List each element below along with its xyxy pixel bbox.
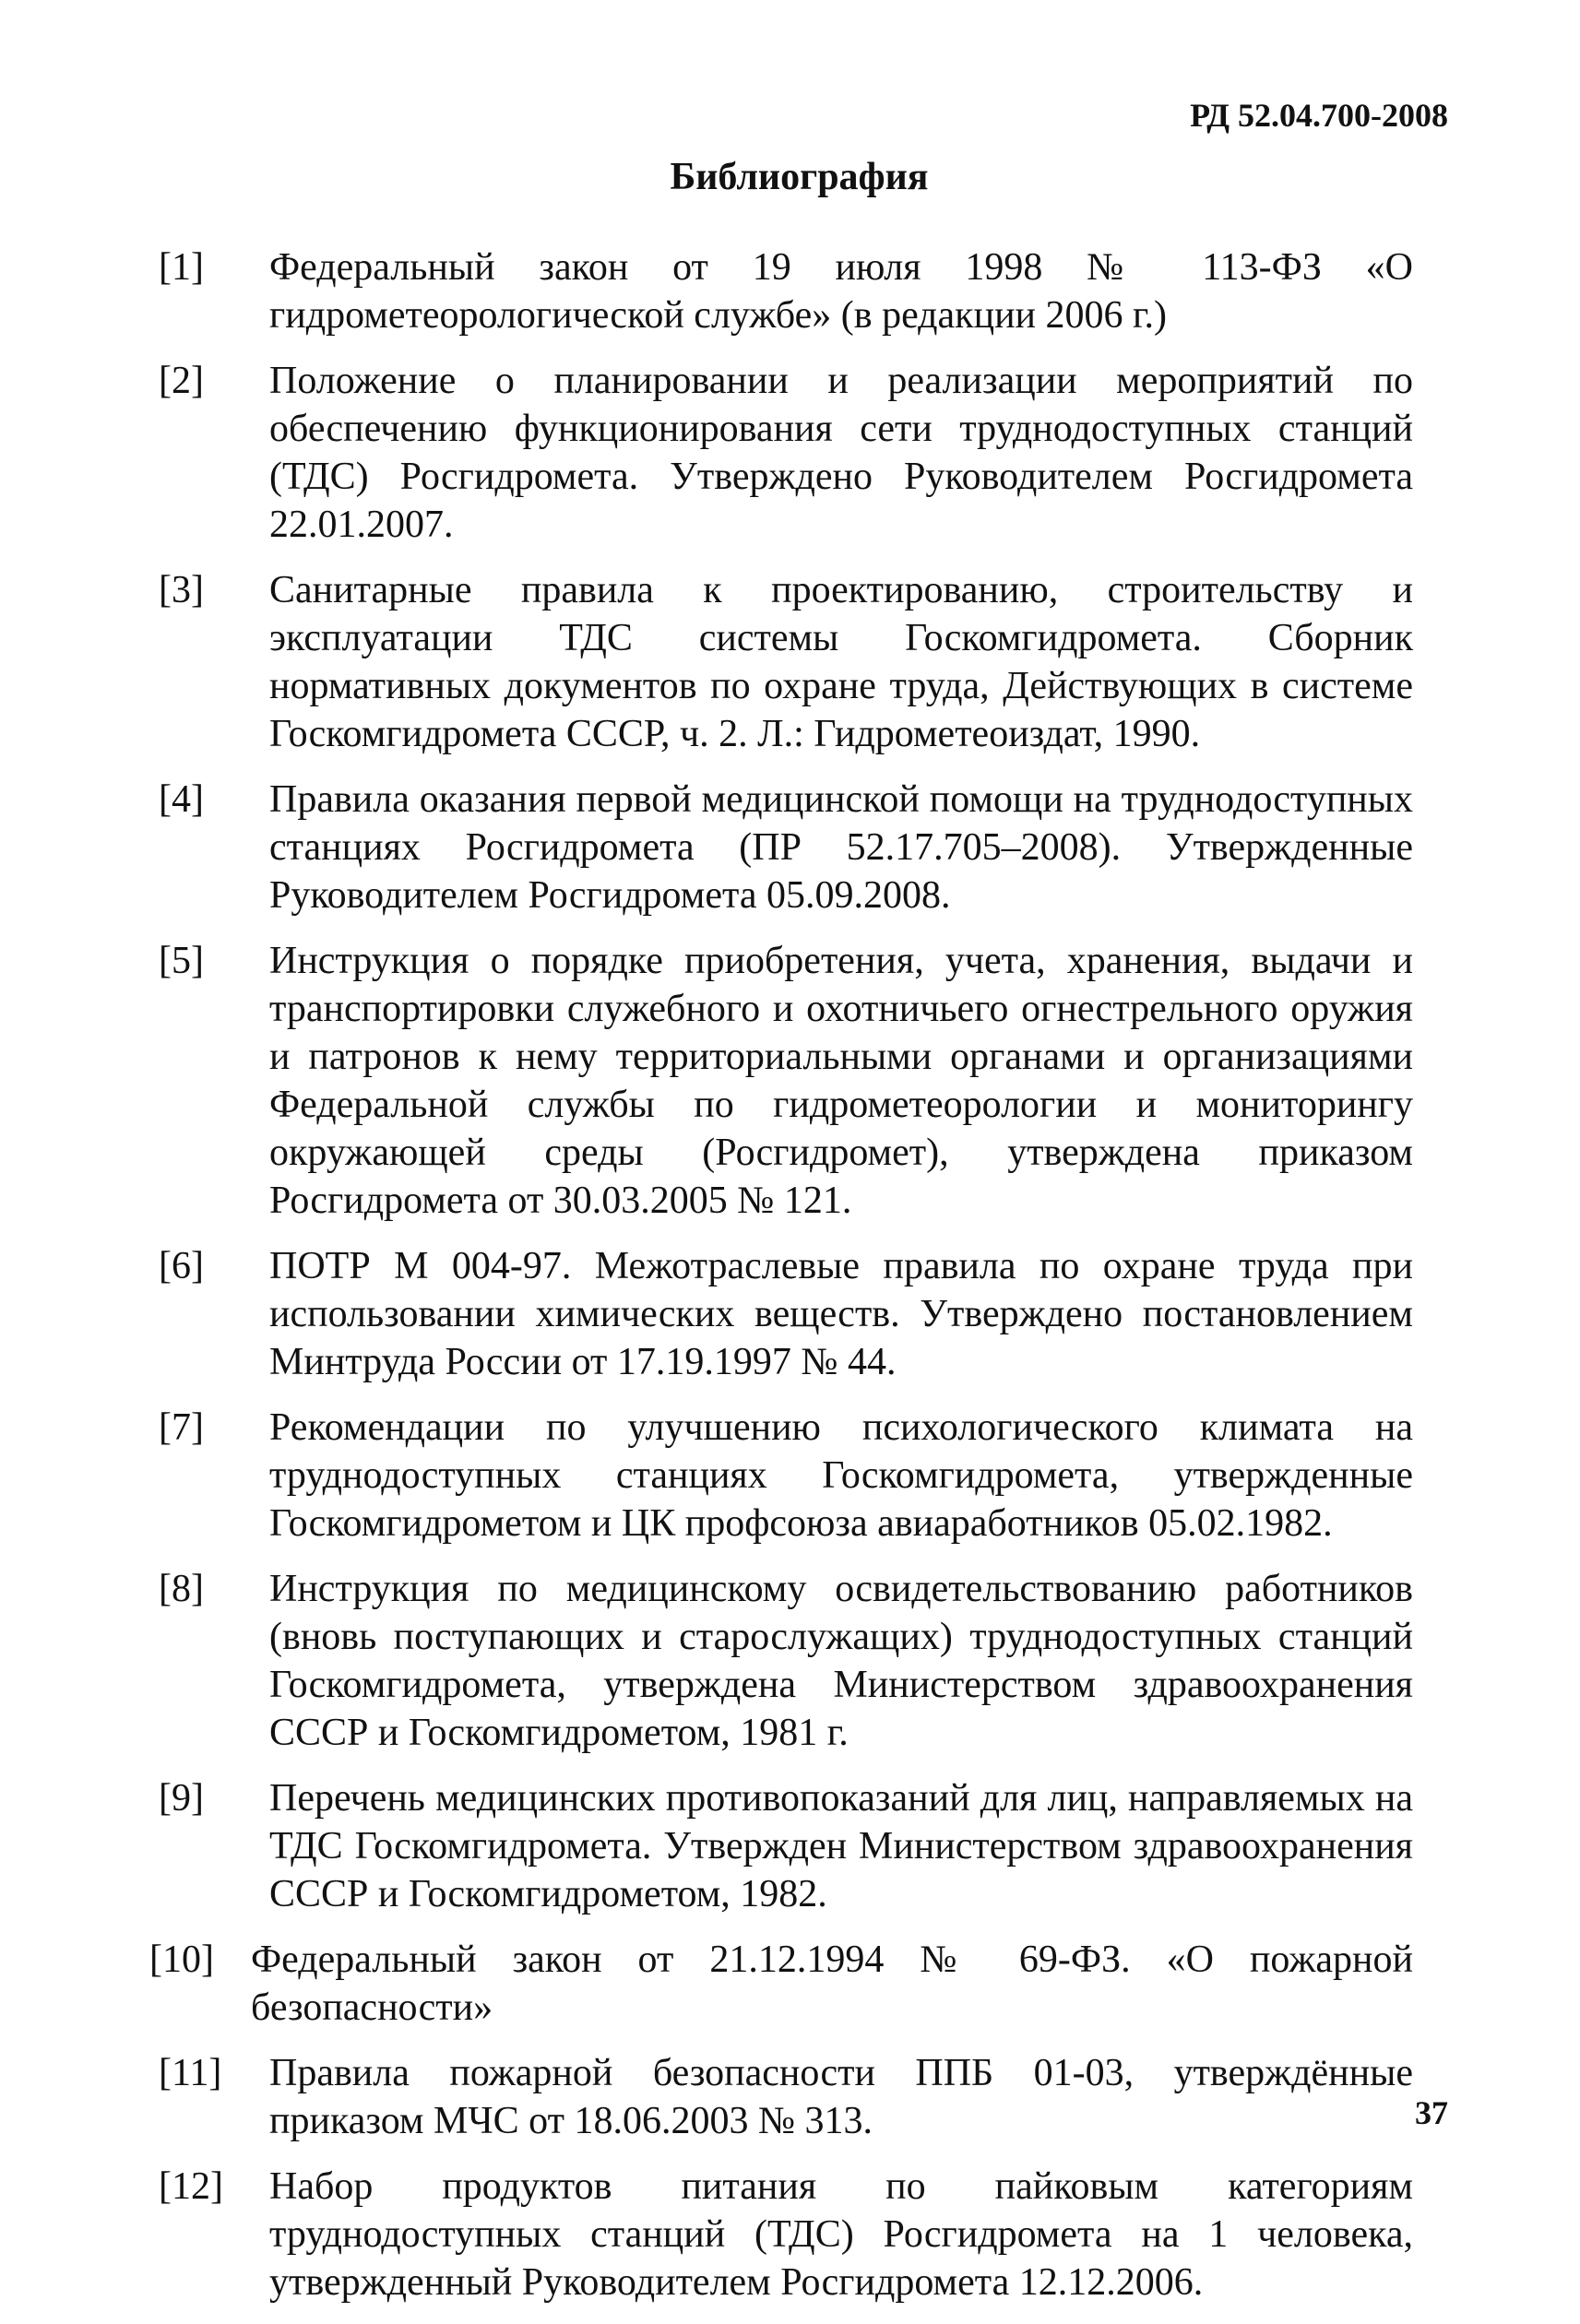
reference-text: Рекомендации по улучшению психологического климата на труднодоступных станциях Госкомгидромета, утвержденные Госкомгидрометом и ЦК профсоюза авиаработников 05.02.1982. <box>269 1406 1413 1545</box>
reference-text: Инструкция о порядке приобретения, учета, хранения, выдачи и транспортировки служебного и охотничьего огнестрельного оружия и патронов к нему территориальными органами и организациями Федеральной службы по гидрометеорологии и мониторингу окружающей среды (Росгидромет), утверждена приказом Росгидромета от 30.03.2005 № 121. <box>269 940 1413 1222</box>
reference-number: [2] <box>159 360 204 402</box>
reference-number: [8] <box>159 1568 204 1610</box>
bibliography-list <box>149 243 1413 2324</box>
page-number: 37 <box>1415 2094 1448 2131</box>
reference-item <box>159 776 1413 919</box>
reference-text: Перечень медицинских противопоказаний для лиц, направляемых на ТДС Госкомгидромета. Утвержден Министерством здравоохранения СССР и Госкомгидрометом, 1982. <box>269 1777 1413 1915</box>
reference-item <box>159 1774 1413 1918</box>
reference-item <box>159 937 1413 1225</box>
reference-number: [1] <box>159 246 204 289</box>
reference-item <box>159 2163 1413 2306</box>
reference-item <box>159 2049 1413 2145</box>
reference-text: Положение о планировании и реализации мероприятий по обеспечению функционирования сети труднодоступных станций (ТДС) Росгидромета. Утверждено Руководителем Росгидромета 22.01.2007. <box>269 360 1413 546</box>
reference-text: ПОТР М 004-97. Межотраслевые правила по охране труда при использовании химических веществ. Утверждено постановлением Минтруда России от 17.19.1997 № 44. <box>269 1245 1413 1383</box>
reference-item <box>159 566 1413 758</box>
reference-text: Федеральный закон от 19 июля 1998 № 113-ФЗ «О гидрометеорологической службе» (в редакции 2006 г.) <box>269 246 1413 337</box>
reference-number: [5] <box>159 940 204 982</box>
reference-number: [7] <box>159 1406 204 1449</box>
document-code: РД 52.04.700-2008 <box>1190 97 1448 134</box>
reference-item <box>159 1565 1413 1757</box>
reference-item <box>159 1404 1413 1547</box>
reference-text: Федеральный закон от 21.12.1994 № 69-ФЗ. «О пожарной безопасности» <box>251 1939 1413 2029</box>
reference-text: Правила оказания первой медицинской помощи на труднодоступных станциях Росгидромета (ПР 52.17.705–2008). Утвержденные Руководителем Росгидромета 05.09.2008. <box>269 778 1413 917</box>
reference-item <box>159 357 1413 549</box>
reference-number: [11] <box>159 2052 222 2094</box>
reference-number: [4] <box>159 778 204 821</box>
reference-item <box>149 1936 1413 2032</box>
reference-number: [6] <box>159 1245 204 1287</box>
reference-number: [10] <box>149 1939 214 1981</box>
reference-item <box>159 1242 1413 1386</box>
reference-text: Правила пожарной безопасности ППБ 01-03, утверждённые приказом МЧС от 18.06.2003 № 313. <box>269 2052 1413 2142</box>
page-title: Библиография <box>670 156 929 198</box>
reference-number: [12] <box>159 2165 223 2208</box>
reference-text: Набор продуктов питания по пайковым категориям труднодоступных станций (ТДС) Росгидромета на 1 человека, утвержденный Руководителем Росгидромета 12.12.2006. <box>269 2165 1413 2304</box>
reference-text: Санитарные правила к проектированию, строительству и эксплуатации ТДС системы Госкомгидромета. Сборник нормативных документов по охране труда, Действующих в системе Госкомгидромета СССР, ч. 2. Л.: Гидрометеоиздат, 1990. <box>269 569 1413 755</box>
reference-text: Инструкция по медицинскому освидетельствованию работников (вновь поступающих и старослужащих) труднодоступных станций Госкомгидромета, утверждена Министерством здравоохранения СССР и Госкомгидрометом, 1981 г. <box>269 1568 1413 1754</box>
reference-item <box>159 243 1413 339</box>
reference-number: [9] <box>159 1777 204 1820</box>
reference-number: [3] <box>159 569 204 611</box>
